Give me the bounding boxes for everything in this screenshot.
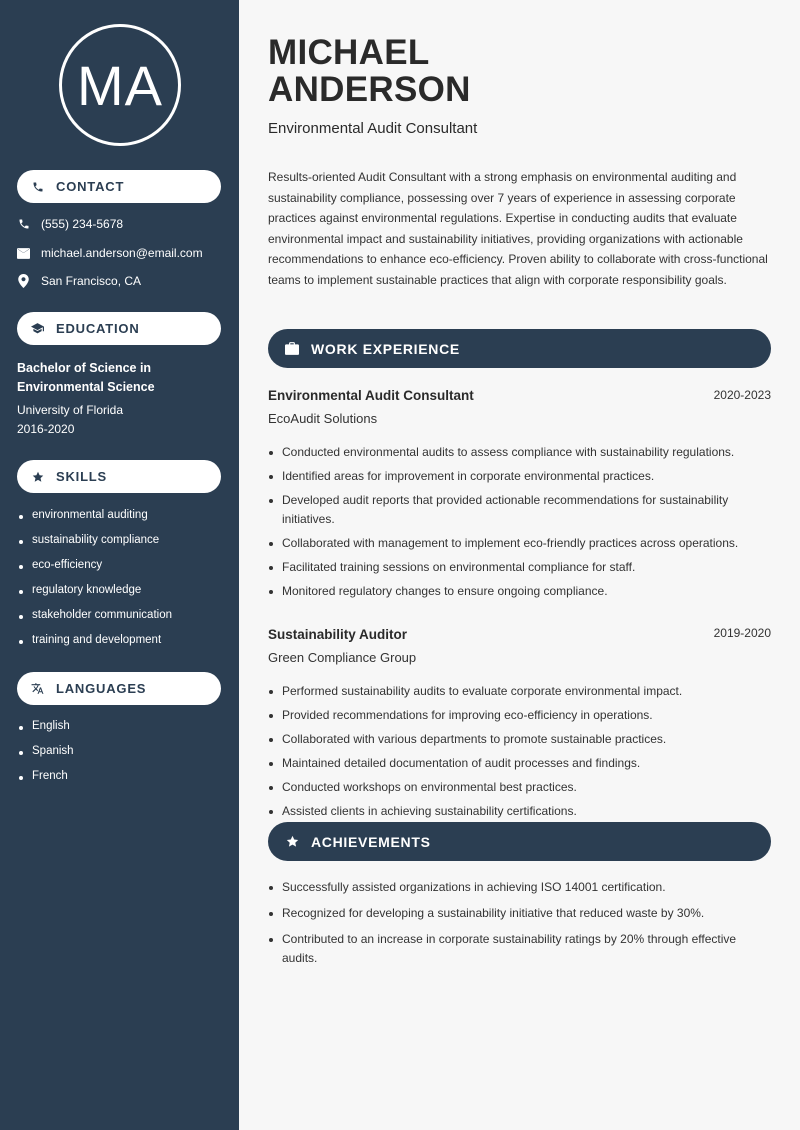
job-title: Sustainability Auditor [268, 627, 408, 642]
job-company: Green Compliance Group [268, 650, 417, 665]
work-experience-heading [268, 329, 771, 368]
work-experience-label: WORK EXPERIENCE [311, 340, 460, 357]
skills-list [17, 509, 172, 659]
education-heading [17, 312, 221, 345]
job-company: EcoAudit Solutions [268, 411, 378, 426]
star-icon [31, 470, 44, 483]
star-icon [285, 835, 299, 849]
skill-item: environmental auditing [17, 509, 172, 534]
bullet-item: Developed audit reports that provided actionable recommendations for sustainability initiatives. [268, 491, 772, 529]
phone-text: (555) 234-5678 [41, 217, 124, 231]
translate-icon [31, 682, 44, 695]
person-name [268, 34, 471, 108]
bullet-item: Provided recommendations for improving eco-efficiency in operations. [268, 706, 772, 725]
skill-item: regulatory knowledge [17, 584, 172, 609]
job-dates: 2020-2023 [713, 388, 771, 402]
language-item: English [17, 720, 74, 745]
achievements-list [268, 878, 772, 973]
job-dates: 2019-2020 [713, 626, 771, 640]
education-heading-label: EDUCATION [56, 321, 140, 336]
education-dates: 2016-2020 [17, 422, 75, 436]
degree-line1: Bachelor of Science in [17, 361, 152, 375]
languages-list [17, 720, 74, 795]
achievement-item: Recognized for developing a sustainability initiative that reduced waste by 30%. [268, 904, 772, 923]
bullet-item: Collaborated with various departments to promote sustainable practices. [268, 730, 772, 749]
email-text: michael.anderson@email.com [41, 246, 203, 260]
location-pin-icon [17, 275, 30, 288]
location-text: San Francisco, CA [41, 274, 142, 288]
languages-heading-label: LANGUAGES [56, 681, 147, 696]
mail-icon [17, 247, 30, 260]
bullet-item: Collaborated with management to implement eco-friendly practices across operations. [268, 534, 772, 553]
language-item: Spanish [17, 745, 74, 770]
languages-heading [17, 672, 221, 705]
bullet-item: Assisted clients in achieving sustainability certifications. [268, 802, 772, 821]
profile-summary: Results-oriented Audit Consultant with a strong emphasis on environmental auditing and sustainability compliance, possessing over 7 years of experience in assessing corporate practices against environmental regulations. Expertise in conducting audits that evaluate environmental impact and sustainability initiatives, providing organizations with actionable recommendations to enhance eco-efficiency. Proven ability to collaborate with cross-functional teams to implement sustainable practices that align with corporate responsibility goals. [268, 170, 768, 287]
bullet-item: Maintained detailed documentation of audit processes and findings. [268, 754, 772, 773]
language-item: French [17, 770, 74, 795]
bullet-item: Monitored regulatory changes to ensure ongoing compliance. [268, 582, 772, 601]
bullet-item: Conducted environmental audits to assess compliance with sustainability regulations. [268, 443, 772, 462]
bullet-item: Conducted workshops on environmental best practices. [268, 778, 772, 797]
skill-item: training and development [17, 634, 172, 659]
briefcase-icon [285, 342, 299, 356]
contact-phone [17, 217, 123, 231]
bullet-item: Identified areas for improvement in corporate environmental practices. [268, 467, 772, 486]
bullet-item: Performed sustainability audits to evaluate corporate environmental impact. [268, 682, 772, 701]
achievements-heading [268, 822, 771, 861]
phone-icon [17, 218, 30, 231]
skill-item: eco-efficiency [17, 559, 172, 584]
achievement-item: Successfully assisted organizations in achieving ISO 14001 certification. [268, 878, 772, 897]
contact-location [17, 274, 141, 288]
name-line1: MICHAEL [268, 33, 430, 72]
name-line2: ANDERSON [268, 70, 471, 109]
job-role: Environmental Audit Consultant [268, 120, 478, 137]
graduation-cap-icon [31, 322, 44, 335]
job-bullets [268, 682, 772, 826]
contact-heading [17, 170, 221, 203]
skill-item: stakeholder communication [17, 609, 172, 634]
phone-icon [31, 180, 44, 193]
job-bullets [268, 443, 772, 606]
job-title: Environmental Audit Consultant [268, 388, 474, 403]
skill-item: sustainability compliance [17, 534, 172, 559]
skills-heading-label: SKILLS [56, 469, 108, 484]
contact-heading-label: CONTACT [56, 179, 125, 194]
contact-email [17, 246, 203, 260]
achievements-label: ACHIEVEMENTS [311, 833, 431, 850]
sidebar [0, 0, 239, 1130]
degree-line2: Environmental Science [17, 380, 155, 394]
school-name: University of Florida [17, 403, 124, 417]
bullet-item: Facilitated training sessions on environmental compliance for staff. [268, 558, 772, 577]
achievement-item: Contributed to an increase in corporate sustainability ratings by 20% through effective audits. [268, 930, 772, 968]
monogram-avatar: MA [59, 24, 181, 146]
skills-heading [17, 460, 221, 493]
